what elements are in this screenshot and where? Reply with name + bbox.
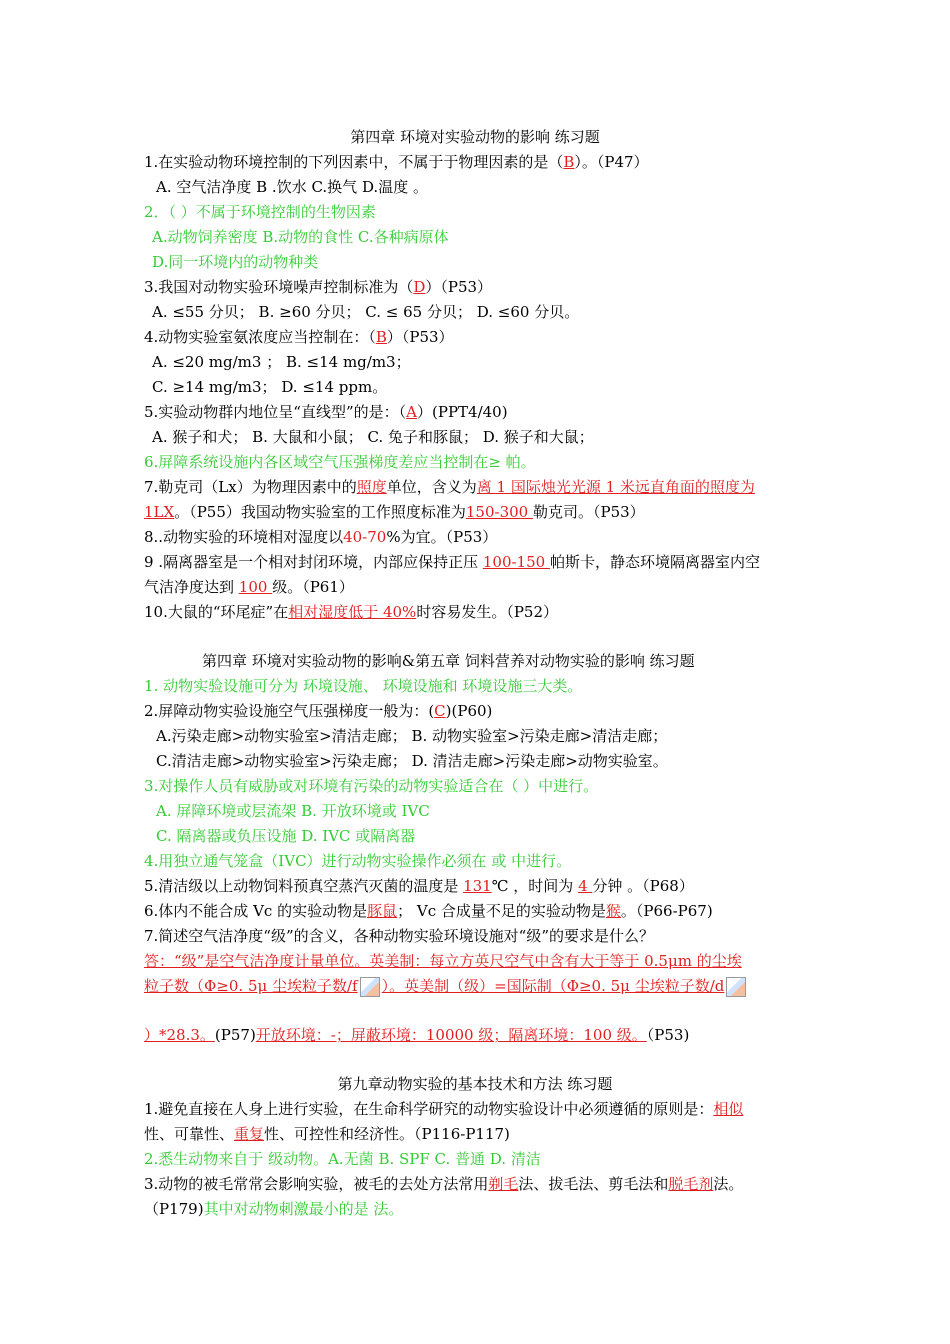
answer: 40-70 <box>343 528 387 546</box>
s1-q2-options-2: D.同一环境内的动物种类 <box>152 253 319 271</box>
q-text: 级。（P61） <box>272 578 354 596</box>
s2-question-5 <box>144 876 694 896</box>
s1-question-4 <box>144 327 454 347</box>
q-text: 法、拔毛法、剪毛法和 <box>518 1175 669 1193</box>
answer: 猴 <box>605 902 621 920</box>
s1-question-8 <box>144 527 497 547</box>
q-text: 性、可靠性、 <box>144 1125 235 1143</box>
s2-question-4: 4.用独立通气笼盒（IVC）进行动物实验操作必须在 或 中进行。 <box>144 852 572 870</box>
s2-q3-options-2: C. 隔离器或负压设施 D. IVC 或隔离器 <box>156 827 416 845</box>
s3-question-3 <box>144 1174 743 1194</box>
s2-question-1: 1. 动物实验设施可分为 环境设施、 环境设施和 环境设施三大类。 <box>144 677 583 695</box>
q-text: 2.屏障动物实验设施空气压强梯度一般为：( <box>144 702 435 720</box>
q-text: ）。（P47） <box>574 153 649 171</box>
answer: 100-150 <box>482 553 550 571</box>
answer: 开放环境：-；屏蔽环境：10000 级；隔离环境：100 级。 <box>255 1026 647 1044</box>
answer: ）*28.3。 <box>144 1026 215 1044</box>
q-text: 5.实验动物群内地位呈“直线型”的是：（ <box>144 403 407 421</box>
answer: 4 <box>578 877 593 895</box>
s1-q4-options-1: A. ≤20 mg/m3 ； B. ≤14 mg/m3； <box>152 353 411 371</box>
answer: 相似 <box>713 1100 744 1118</box>
q-text: 6.体内不能合成 Vc 的实验动物是 <box>144 902 368 920</box>
answer: 150-300 <box>465 503 533 521</box>
q-text: ； Vc 合成量不足的实验动物是 <box>397 902 606 920</box>
q-text: 时容易发生。（P52） <box>416 603 558 621</box>
section1-title: 第四章 环境对实验动物的影响 练习题 <box>350 128 600 146</box>
answer: ）。英美制（级）=国际制（Φ≥0. 5μ 尘埃粒子数/d <box>381 977 725 995</box>
q-text: 8..动物实验的环境相对湿度以 <box>144 528 344 546</box>
q-text: )(P60) <box>445 702 493 720</box>
answer: 131 <box>463 877 492 895</box>
q-text: ℃ ，时间为 <box>491 877 579 895</box>
s1-question-9-line2 <box>144 577 354 597</box>
s2-question-2 <box>144 701 492 721</box>
q-text: 7.勒克司（Lx）为物理因素中的 <box>144 478 357 496</box>
answer: 1LX <box>144 503 175 521</box>
q-text: 5.清洁级以上动物饲料预真空蒸汽灭菌的温度是 <box>144 877 464 895</box>
q-text: 3.动物的被毛常常会影响实验，被毛的去处方法常用 <box>144 1175 489 1193</box>
s1-question-10 <box>144 602 558 622</box>
answer: 重复 <box>234 1125 265 1143</box>
q-text: 1.在实验动物环境控制的下列因素中，不属于于物理因素的是（ <box>144 153 564 171</box>
answer: D <box>413 278 426 296</box>
s1-question-7 <box>144 477 755 497</box>
answer: B <box>563 153 575 171</box>
answer: 照度 <box>356 478 387 496</box>
s2-q2-options-1: A.污染走廊>动物实验室>清洁走廊； B. 动物实验室>污染走廊>清洁走廊； <box>156 727 668 745</box>
s3-question-1-line2 <box>144 1124 510 1144</box>
q-text: 其中对动物刺激最小的是 法。 <box>203 1200 404 1218</box>
s2-question-6 <box>144 901 713 921</box>
section2-title: 第四章 环境对实验动物的影响&第五章 饲料营养对动物实验的影响 练习题 <box>202 652 695 670</box>
answer: C <box>434 702 446 720</box>
answer: 剃毛 <box>488 1175 519 1193</box>
q-text: 帕斯卡，静态环境隔离器室内空 <box>549 553 760 571</box>
s1-q1-options: A. 空气洁净度 B .饮水 C.换气 D.温度 。 <box>156 178 428 196</box>
q-text: 3.我国对动物实验环境噪声控制标准为（ <box>144 278 414 296</box>
q-text: 气洁净度达到 <box>144 578 239 596</box>
q-text: (P57) <box>214 1026 256 1044</box>
answer: 100 <box>238 578 273 596</box>
s1-question-7-line2 <box>144 502 645 522</box>
q-text: %为宜。（P53） <box>386 528 498 546</box>
s1-q5-options: A. 猴子和犬； B. 大鼠和小鼠； C. 兔子和豚鼠； D. 猴子和大鼠； <box>152 428 594 446</box>
s2-q2-options-2: C.清洁走廊>动物实验室>污染走廊； D. 清洁走廊>污染走廊>动物实验室。 <box>156 752 668 770</box>
q-text: 法。 <box>713 1175 744 1193</box>
s2-question-7: 7.简述空气洁净度“级”的含义，各种动物实验环境设施对“级”的要求是什么？ <box>144 927 654 945</box>
answer: 粒子数（Φ≥0. 5μ 尘埃粒子数/f <box>144 977 358 995</box>
q-text: ）(PPT4/40) <box>417 403 508 421</box>
q-text: （P179) <box>144 1200 204 1218</box>
q-text: 分钟 。（P68） <box>592 877 694 895</box>
s1-question-6: 6.屏障系统设施内各区域空气压强梯度差应当控制在≥ 帕。 <box>144 453 536 471</box>
answer: B <box>375 328 387 346</box>
s2-q7-answer-line2 <box>144 976 748 997</box>
answer: 离 1 国际烛光光源 1 米远直角面的照度为 <box>476 478 755 496</box>
answer: 相对湿度低于 40% <box>288 603 417 621</box>
answer: A <box>406 403 417 421</box>
s1-question-3 <box>144 277 492 297</box>
embedded-image-icon <box>726 977 746 997</box>
q-text: ）（P53） <box>425 278 493 296</box>
section3-title: 第九章动物实验的基本技术和方法 练习题 <box>337 1075 613 1093</box>
embedded-image-icon <box>360 977 380 997</box>
s1-question-1 <box>144 152 649 172</box>
s2-q7-answer-line1: 答：“级”是空气洁净度计量单位。英美制：每立方英尺空气中含有大于等于 0.5μm 的尘埃 <box>144 952 742 970</box>
q-text: 4.动物实验室氨浓度应当控制在：（ <box>144 328 376 346</box>
s3-question-2: 2.悉生动物来自于 级动物。A.无菌 B. SPF C. 普通 D. 清洁 <box>144 1150 541 1168</box>
s1-question-9 <box>144 552 760 572</box>
answer: 豚鼠 <box>367 902 398 920</box>
s1-q3-options: A. ≤55 分贝； B. ≥60 分贝； C. ≤ 65 分贝； D. ≤60 分贝。 <box>152 303 580 321</box>
answer: 脱毛剂 <box>668 1175 714 1193</box>
q-text: 单位，含义为 <box>386 478 477 496</box>
q-text: 性、可控性和经济性。（P116-P117) <box>264 1125 510 1143</box>
q-text: ）（P53） <box>386 328 454 346</box>
s1-q4-options-2: C. ≥14 mg/m3； D. ≤14 ppm。 <box>152 378 388 396</box>
s3-question-1 <box>144 1099 743 1119</box>
q-text: （P53) <box>646 1026 690 1044</box>
q-text: 。（P66-P67) <box>620 902 713 920</box>
s2-q3-options-1: A. 屏障环境或层流架 B. 开放环境或 IVC <box>156 802 430 820</box>
s1-q2-options-1: A.动物饲养密度 B.动物的食性 C.各种病原体 <box>152 228 449 246</box>
q-text: 勒克司。（P53） <box>532 503 645 521</box>
q-text: 。（P55）我国动物实验室的工作照度标准为 <box>174 503 466 521</box>
s2-q7-answer-line3 <box>144 1025 689 1045</box>
s1-question-2: 2．（ ）不属于环境控制的生物因素 <box>144 203 376 221</box>
s3-question-3-line2 <box>144 1199 403 1219</box>
q-text: 9 .隔离器室是一个相对封闭环境，内部应保持正压 <box>144 553 483 571</box>
s2-question-3: 3.对操作人员有威胁或对环境有污染的动物实验适合在（ ）中进行。 <box>144 777 599 795</box>
q-text: 10.大鼠的“环尾症”在 <box>144 603 289 621</box>
s1-question-5 <box>144 402 508 422</box>
q-text: 1.避免直接在人身上进行实验，在生命科学研究的动物实验设计中必须遵循的原则是： <box>144 1100 714 1118</box>
